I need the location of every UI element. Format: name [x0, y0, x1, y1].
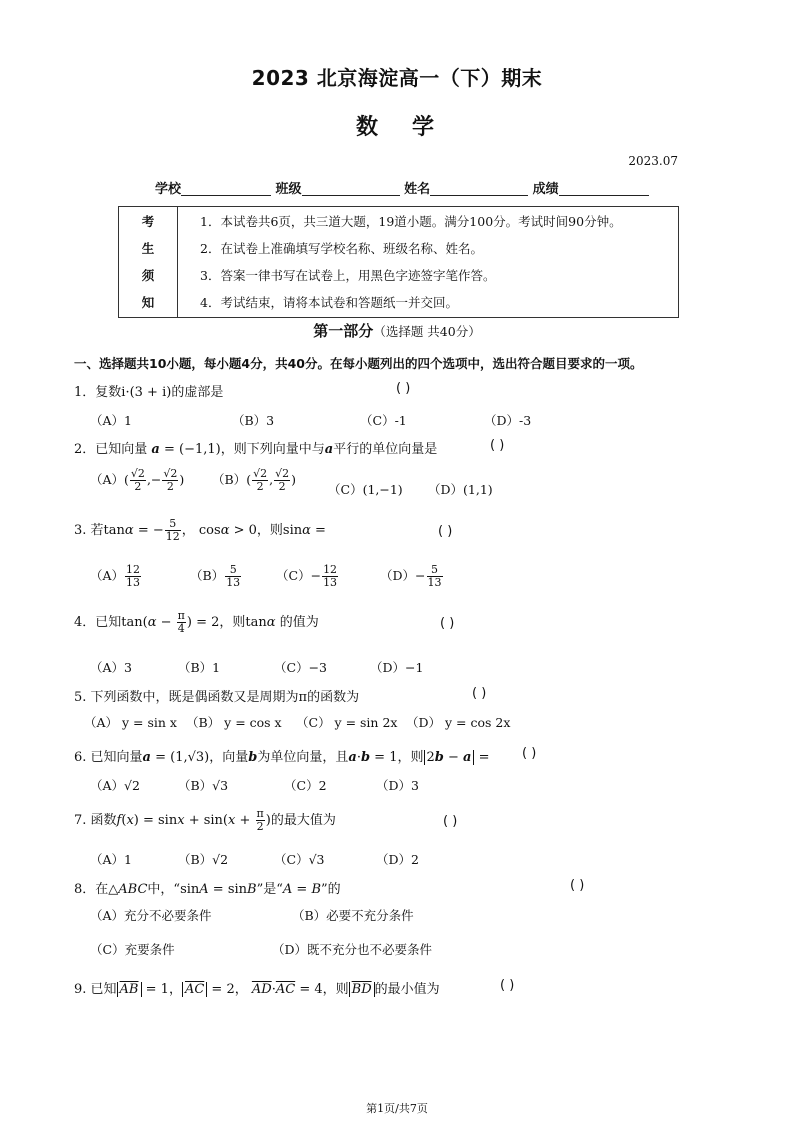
school-blank[interactable]: [181, 181, 271, 196]
exam-notice-box: [118, 206, 679, 318]
answer-paren[interactable]: ( ): [490, 438, 505, 453]
option-d[interactable]: （D）-3: [484, 413, 532, 428]
name-blank[interactable]: [430, 181, 528, 196]
score-blank[interactable]: [559, 181, 649, 196]
option-a[interactable]: （A） y = sin x: [84, 715, 177, 730]
answer-paren[interactable]: ( ): [396, 381, 411, 396]
answer-paren[interactable]: ( ): [570, 878, 585, 893]
question-9: 9. 已知 $\overline{AB} = 1$， $\overline{AC} = 2$， $\overline{AD}\cdot\overline{AC} = 4$，则 $\overline{BD}$ 的最小值为: [74, 982, 440, 997]
answer-paren[interactable]: ( ): [522, 746, 537, 761]
option-d[interactable]: （D）3: [376, 778, 419, 793]
student-info-fields: [155, 178, 649, 197]
notice-item: 3．答案一律书写在试卷上，用黑色字迹签字笔作答。: [200, 268, 496, 283]
field-school-label: 学校: [155, 182, 182, 197]
option-a[interactable]: （A）1: [90, 413, 132, 428]
option-a[interactable]: （A）1: [90, 852, 132, 867]
option-c[interactable]: （C） y = sin 2x: [296, 715, 398, 730]
option-b[interactable]: （B）√3: [178, 778, 229, 793]
notice-item: 2．在试卷上准确填写学校名称、班级名称、姓名。: [200, 241, 483, 256]
option-c[interactable]: （C）-1: [360, 413, 407, 428]
field-name-label: 姓名: [404, 182, 431, 197]
option-b[interactable]: （B）1: [178, 660, 221, 675]
option-a[interactable]: （A）充分不必要条件: [90, 908, 212, 923]
answer-paren[interactable]: ( ): [440, 616, 455, 631]
answer-paren[interactable]: ( ): [438, 524, 453, 539]
option-c[interactable]: （C）−3: [274, 660, 327, 675]
option-a[interactable]: （A）√2: [90, 778, 140, 793]
field-score-label: 成绩: [532, 182, 559, 197]
option-d[interactable]: （D）(1,1): [428, 482, 493, 497]
notice-label: 考 生 须 知: [119, 207, 178, 318]
option-a[interactable]: （A）( $\frac{√2}{2}$ ,− $\frac{√2}{2}$ ): [90, 467, 185, 493]
question-4: 4．已知tan(α − $\frac{\pi}{4}$ ) = 2，则tanα 的值为: [74, 609, 319, 635]
option-c[interactable]: （C）√3: [274, 852, 325, 867]
question-2: 2．已知向量 a = (−1,1)，则下列向量中与a平行的单位向量是: [74, 442, 438, 457]
answer-paren[interactable]: ( ): [500, 978, 515, 993]
option-b[interactable]: （B）√2: [178, 852, 229, 867]
option-d[interactable]: （D）− $\frac{5}{13}$: [380, 563, 442, 589]
option-b[interactable]: （B）( $\frac{√2}{2}$ , $\frac{√2}{2}$ ): [212, 467, 296, 493]
subject-title: 数学: [355, 115, 468, 140]
option-c[interactable]: （C）2: [284, 778, 327, 793]
option-c[interactable]: （C）(1,−1): [328, 482, 403, 497]
option-a[interactable]: （A）3: [90, 660, 132, 675]
part-heading: 第一部分（选择题 共40分）: [313, 322, 481, 340]
question-7: 7. 函数f(x) = sinx + sin(x + $\frac{\pi}{2}$ )的最大值为: [74, 807, 336, 833]
question-6: 6. 已知向量a = (1,√3)，向量b为单位向量，且a·b = 1，则 2b − a =: [74, 750, 490, 765]
notice-item: 1．本试卷共6页，共三道大题，19道小题。满分100分。考试时间90分钟。: [200, 214, 622, 229]
exam-date: 2023.07: [628, 154, 678, 168]
option-b[interactable]: （B） $\frac{5}{13}$: [190, 563, 241, 589]
option-d[interactable]: （D） y = cos 2x: [406, 715, 511, 730]
option-c[interactable]: （C）− $\frac{12}{13}$: [276, 563, 338, 589]
option-b[interactable]: （B） y = cos x: [186, 715, 282, 730]
class-blank[interactable]: [302, 181, 400, 196]
option-b[interactable]: （B）3: [232, 413, 275, 428]
question-5: 5. 下列函数中，既是偶函数又是周期为π的函数为: [74, 690, 360, 705]
answer-paren[interactable]: ( ): [472, 686, 487, 701]
question-1: 1．复数i·(3 + i)的虚部是: [74, 385, 224, 400]
section-instructions: 一、选择题共10小题，每小题4分，共40分。在每小题列出的四个选项中，选出符合题目要求的一项。: [74, 356, 643, 371]
option-d[interactable]: （D）2: [376, 852, 419, 867]
notice-items: [178, 207, 679, 318]
option-d[interactable]: （D）既不充分也不必要条件: [272, 942, 433, 957]
option-b[interactable]: （B）必要不充分条件: [292, 908, 414, 923]
page-title: 2023 北京海淀高一（下）期末: [251, 66, 543, 90]
answer-paren[interactable]: ( ): [443, 814, 458, 829]
page-footer: 第1页/共7页: [366, 1102, 428, 1115]
notice-item: 4．考试结束，请将本试卷和答题纸一并交回。: [200, 295, 458, 310]
option-d[interactable]: （D）−1: [370, 660, 424, 675]
field-class-label: 班级: [275, 182, 302, 197]
question-3: 3. 若tanα = − $\frac{5}{12}$ ， cosα > 0，则sinα =: [74, 517, 326, 543]
question-8: 8．在△ABC中，“sinA = sinB”是“A = B”的: [74, 882, 341, 897]
option-a[interactable]: （A） $\frac{12}{13}$: [90, 563, 141, 589]
option-c[interactable]: （C）充要条件: [90, 942, 175, 957]
